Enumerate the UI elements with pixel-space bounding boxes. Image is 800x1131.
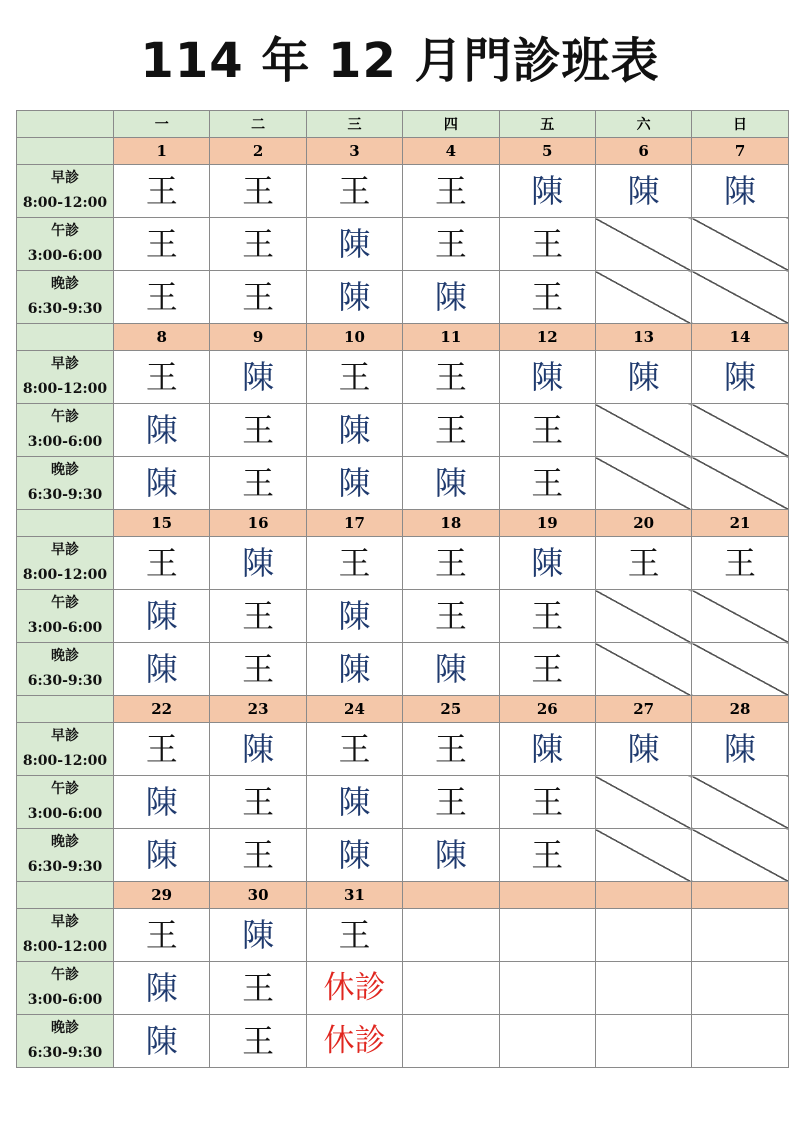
session-time: 6:30-9:30 xyxy=(27,1045,103,1061)
no-clinic-slash-cell xyxy=(692,218,788,271)
date-cell xyxy=(595,882,691,909)
doctor-cell: 王 xyxy=(306,909,402,962)
date-cell: 23 xyxy=(210,696,306,723)
session-name: 午診 xyxy=(51,409,79,425)
session-row xyxy=(17,1015,789,1068)
session-name: 早診 xyxy=(51,542,79,558)
empty-cell xyxy=(403,962,499,1015)
session-row xyxy=(17,962,789,1015)
doctor-cell: 陳 xyxy=(595,723,691,776)
session-name: 早診 xyxy=(51,914,79,930)
session-time: 3:00-6:00 xyxy=(27,434,103,450)
doctor-cell: 陳 xyxy=(210,909,306,962)
session-label xyxy=(17,723,114,776)
empty-cell xyxy=(499,1015,595,1068)
date-cell: 22 xyxy=(114,696,210,723)
session-time: 8:00-12:00 xyxy=(22,567,108,583)
doctor-cell: 陳 xyxy=(306,404,402,457)
date-row xyxy=(17,696,789,723)
session-name: 午診 xyxy=(51,781,79,797)
doctor-cell: 王 xyxy=(210,271,306,324)
date-cell: 26 xyxy=(499,696,595,723)
corner-cell xyxy=(17,111,114,138)
session-row xyxy=(17,271,789,324)
empty-cell xyxy=(692,909,788,962)
doctor-cell: 王 xyxy=(499,404,595,457)
doctor-cell: 陳 xyxy=(499,537,595,590)
session-row xyxy=(17,537,789,590)
doctor-cell: 陳 xyxy=(499,165,595,218)
date-cell: 5 xyxy=(499,138,595,165)
doctor-cell: 陳 xyxy=(114,962,210,1015)
date-row-label-cell xyxy=(17,138,114,165)
session-name: 晚診 xyxy=(51,648,79,664)
date-cell: 6 xyxy=(595,138,691,165)
no-clinic-slash-cell xyxy=(595,457,691,510)
doctor-cell: 王 xyxy=(403,351,499,404)
date-cell xyxy=(692,882,788,909)
doctor-cell: 陳 xyxy=(499,723,595,776)
date-cell: 31 xyxy=(306,882,402,909)
doctor-cell: 王 xyxy=(403,776,499,829)
no-clinic-slash-cell xyxy=(692,643,788,696)
doctor-cell: 王 xyxy=(114,218,210,271)
date-cell: 21 xyxy=(692,510,788,537)
date-cell: 25 xyxy=(403,696,499,723)
session-time: 8:00-12:00 xyxy=(22,753,108,769)
date-cell: 14 xyxy=(692,324,788,351)
session-name: 晚診 xyxy=(51,462,79,478)
doctor-cell: 王 xyxy=(210,829,306,882)
doctor-cell: 王 xyxy=(306,165,402,218)
doctor-cell: 陳 xyxy=(210,537,306,590)
weekday-header: 五 xyxy=(499,111,595,138)
session-label xyxy=(17,829,114,882)
empty-cell xyxy=(595,909,691,962)
session-row xyxy=(17,404,789,457)
date-cell: 18 xyxy=(403,510,499,537)
session-label xyxy=(17,962,114,1015)
date-row-label-cell xyxy=(17,882,114,909)
no-clinic-slash-cell xyxy=(595,404,691,457)
doctor-cell: 王 xyxy=(114,351,210,404)
doctor-cell: 王 xyxy=(403,218,499,271)
session-time: 8:00-12:00 xyxy=(22,939,108,955)
no-clinic-slash-cell xyxy=(595,271,691,324)
doctor-cell: 王 xyxy=(499,643,595,696)
doctor-cell: 王 xyxy=(403,404,499,457)
session-name: 早診 xyxy=(51,728,79,744)
session-time: 3:00-6:00 xyxy=(27,620,103,636)
doctor-cell: 陳 xyxy=(114,643,210,696)
date-cell: 2 xyxy=(210,138,306,165)
date-row xyxy=(17,882,789,909)
session-time: 8:00-12:00 xyxy=(22,381,108,397)
doctor-cell: 王 xyxy=(403,165,499,218)
doctor-cell: 王 xyxy=(403,723,499,776)
session-row xyxy=(17,590,789,643)
empty-cell xyxy=(499,909,595,962)
weekday-header: 日 xyxy=(692,111,788,138)
session-row xyxy=(17,829,789,882)
doctor-cell: 王 xyxy=(210,165,306,218)
no-clinic-slash-cell xyxy=(595,590,691,643)
session-time: 3:00-6:00 xyxy=(27,248,103,264)
weekday-header: 三 xyxy=(306,111,402,138)
doctor-cell: 陳 xyxy=(595,351,691,404)
weekday-header: 四 xyxy=(403,111,499,138)
doctor-cell: 王 xyxy=(114,271,210,324)
session-time: 6:30-9:30 xyxy=(27,301,103,317)
doctor-cell: 王 xyxy=(403,537,499,590)
date-cell: 7 xyxy=(692,138,788,165)
doctor-cell: 陳 xyxy=(114,457,210,510)
empty-cell xyxy=(692,962,788,1015)
session-row xyxy=(17,457,789,510)
date-row-label-cell xyxy=(17,696,114,723)
date-cell: 8 xyxy=(114,324,210,351)
session-row xyxy=(17,351,789,404)
session-label xyxy=(17,351,114,404)
doctor-cell: 王 xyxy=(306,351,402,404)
doctor-cell: 陳 xyxy=(210,351,306,404)
date-cell: 13 xyxy=(595,324,691,351)
empty-cell xyxy=(403,1015,499,1068)
session-name: 午診 xyxy=(51,223,79,239)
no-clinic-slash-cell xyxy=(692,829,788,882)
empty-cell xyxy=(595,962,691,1015)
date-cell: 1 xyxy=(114,138,210,165)
doctor-cell: 王 xyxy=(499,457,595,510)
doctor-cell: 王 xyxy=(210,457,306,510)
session-time: 8:00-12:00 xyxy=(22,195,108,211)
doctor-cell: 王 xyxy=(210,962,306,1015)
date-cell: 20 xyxy=(595,510,691,537)
doctor-cell: 陳 xyxy=(403,643,499,696)
doctor-cell: 王 xyxy=(499,829,595,882)
empty-cell xyxy=(499,962,595,1015)
session-label xyxy=(17,537,114,590)
date-cell: 28 xyxy=(692,696,788,723)
doctor-cell: 陳 xyxy=(595,165,691,218)
doctor-cell: 王 xyxy=(114,909,210,962)
doctor-cell: 陳 xyxy=(306,218,402,271)
date-cell: 27 xyxy=(595,696,691,723)
session-row xyxy=(17,776,789,829)
doctor-cell: 王 xyxy=(210,1015,306,1068)
closed-cell: 休診 xyxy=(306,1015,402,1068)
doctor-cell: 陳 xyxy=(403,271,499,324)
session-row xyxy=(17,165,789,218)
closed-cell: 休診 xyxy=(306,962,402,1015)
session-label xyxy=(17,457,114,510)
doctor-cell: 陳 xyxy=(114,776,210,829)
doctor-cell: 王 xyxy=(114,723,210,776)
session-label xyxy=(17,165,114,218)
session-row xyxy=(17,723,789,776)
session-time: 6:30-9:30 xyxy=(27,859,103,875)
date-cell: 4 xyxy=(403,138,499,165)
doctor-cell: 陳 xyxy=(692,165,788,218)
doctor-cell: 王 xyxy=(403,590,499,643)
session-time: 3:00-6:00 xyxy=(27,806,103,822)
doctor-cell: 陳 xyxy=(692,351,788,404)
session-label xyxy=(17,218,114,271)
doctor-cell: 王 xyxy=(210,776,306,829)
weekday-header: 一 xyxy=(114,111,210,138)
doctor-cell: 王 xyxy=(499,271,595,324)
weekday-header: 二 xyxy=(210,111,306,138)
session-row xyxy=(17,909,789,962)
no-clinic-slash-cell xyxy=(692,776,788,829)
doctor-cell: 陳 xyxy=(403,457,499,510)
session-row xyxy=(17,218,789,271)
no-clinic-slash-cell xyxy=(595,829,691,882)
date-cell: 11 xyxy=(403,324,499,351)
session-name: 午診 xyxy=(51,595,79,611)
session-label xyxy=(17,909,114,962)
doctor-cell: 王 xyxy=(210,590,306,643)
doctor-cell: 陳 xyxy=(114,404,210,457)
session-name: 晚診 xyxy=(51,276,79,292)
date-cell: 12 xyxy=(499,324,595,351)
session-time: 6:30-9:30 xyxy=(27,673,103,689)
session-label xyxy=(17,271,114,324)
doctor-cell: 王 xyxy=(306,723,402,776)
empty-cell xyxy=(403,909,499,962)
doctor-cell: 王 xyxy=(114,165,210,218)
doctor-cell: 陳 xyxy=(306,457,402,510)
doctor-cell: 陳 xyxy=(114,590,210,643)
doctor-cell: 陳 xyxy=(210,723,306,776)
no-clinic-slash-cell xyxy=(692,271,788,324)
date-row xyxy=(17,138,789,165)
empty-cell xyxy=(595,1015,691,1068)
date-cell: 10 xyxy=(306,324,402,351)
no-clinic-slash-cell xyxy=(692,404,788,457)
date-row xyxy=(17,510,789,537)
session-label xyxy=(17,643,114,696)
doctor-cell: 陳 xyxy=(306,643,402,696)
no-clinic-slash-cell xyxy=(595,776,691,829)
session-label xyxy=(17,776,114,829)
date-row-label-cell xyxy=(17,510,114,537)
session-name: 晚診 xyxy=(51,834,79,850)
no-clinic-slash-cell xyxy=(692,457,788,510)
session-name: 早診 xyxy=(51,356,79,372)
date-cell: 3 xyxy=(306,138,402,165)
doctor-cell: 王 xyxy=(499,590,595,643)
doctor-cell: 陳 xyxy=(403,829,499,882)
date-cell: 29 xyxy=(114,882,210,909)
date-cell: 17 xyxy=(306,510,402,537)
date-cell: 9 xyxy=(210,324,306,351)
date-cell: 19 xyxy=(499,510,595,537)
date-cell: 30 xyxy=(210,882,306,909)
doctor-cell: 陳 xyxy=(692,723,788,776)
doctor-cell: 陳 xyxy=(114,1015,210,1068)
no-clinic-slash-cell xyxy=(595,643,691,696)
doctor-cell: 王 xyxy=(210,404,306,457)
session-label xyxy=(17,1015,114,1068)
date-cell xyxy=(403,882,499,909)
empty-cell xyxy=(692,1015,788,1068)
doctor-cell: 陳 xyxy=(306,776,402,829)
weekday-header: 六 xyxy=(595,111,691,138)
date-row-label-cell xyxy=(17,324,114,351)
weekday-header-row xyxy=(17,111,789,138)
doctor-cell: 王 xyxy=(306,537,402,590)
doctor-cell: 王 xyxy=(692,537,788,590)
doctor-cell: 王 xyxy=(210,218,306,271)
session-time: 3:00-6:00 xyxy=(27,992,103,1008)
date-cell: 15 xyxy=(114,510,210,537)
session-name: 午診 xyxy=(51,967,79,983)
date-row xyxy=(17,324,789,351)
date-cell: 24 xyxy=(306,696,402,723)
session-time: 6:30-9:30 xyxy=(27,487,103,503)
doctor-cell: 陳 xyxy=(306,271,402,324)
doctor-cell: 王 xyxy=(210,643,306,696)
doctor-cell: 王 xyxy=(114,537,210,590)
session-row xyxy=(17,643,789,696)
no-clinic-slash-cell xyxy=(595,218,691,271)
session-name: 晚診 xyxy=(51,1020,79,1036)
session-label xyxy=(17,590,114,643)
session-name: 早診 xyxy=(51,170,79,186)
page-title: 114 年 12 月門診班表 xyxy=(140,33,660,89)
doctor-cell: 王 xyxy=(499,218,595,271)
date-cell: 16 xyxy=(210,510,306,537)
doctor-cell: 陳 xyxy=(306,590,402,643)
date-cell xyxy=(499,882,595,909)
session-label xyxy=(17,404,114,457)
doctor-cell: 王 xyxy=(595,537,691,590)
doctor-cell: 陳 xyxy=(114,829,210,882)
doctor-cell: 陳 xyxy=(306,829,402,882)
schedule-table xyxy=(16,110,789,1068)
doctor-cell: 王 xyxy=(499,776,595,829)
doctor-cell: 陳 xyxy=(499,351,595,404)
no-clinic-slash-cell xyxy=(692,590,788,643)
